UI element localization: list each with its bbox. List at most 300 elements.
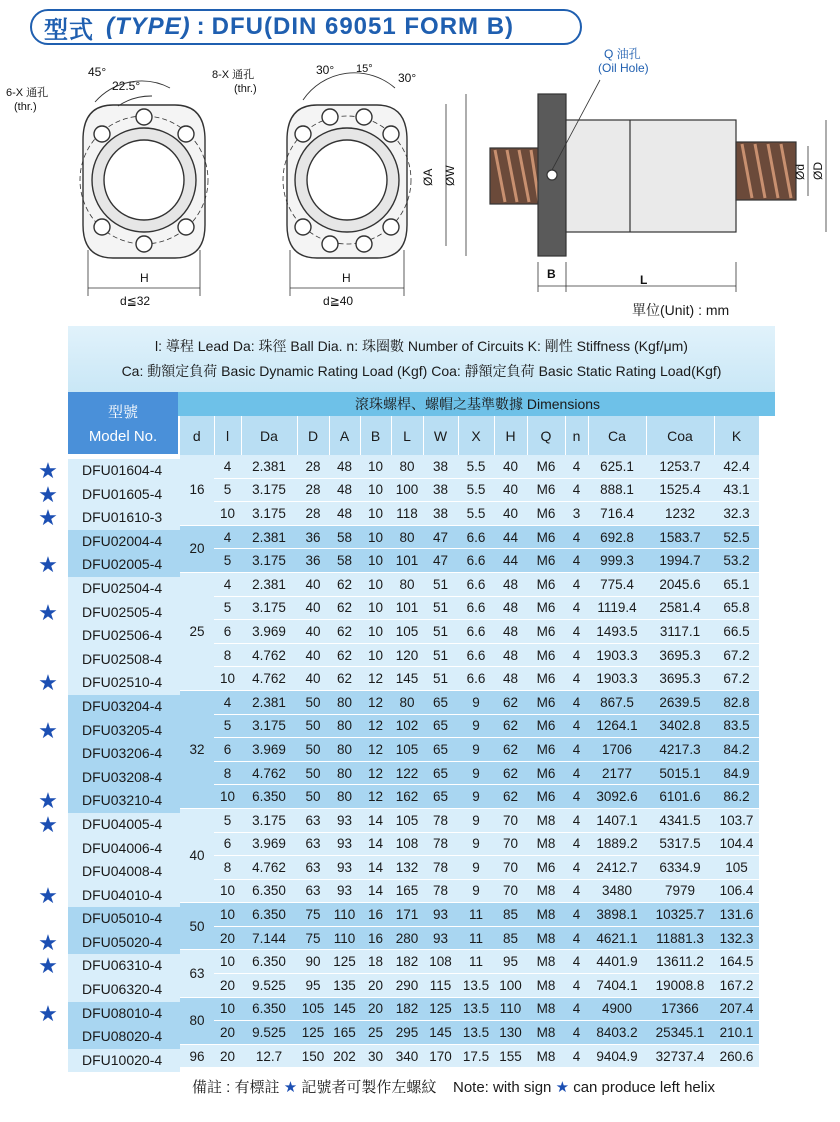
cell-l: 80: [391, 572, 423, 596]
cell-da: 3.969: [241, 738, 297, 762]
cell-w: 65: [423, 761, 458, 785]
star-icon: ★: [38, 929, 58, 955]
cell-n: 4: [565, 808, 588, 832]
cell-l: 6: [214, 832, 241, 856]
cell-x: 9: [458, 879, 494, 903]
star-icon: [33, 1025, 63, 1049]
cell-k: 207.4: [714, 997, 759, 1021]
cell-ca: 1903.3: [588, 667, 646, 691]
cell-ca: 867.5: [588, 690, 646, 714]
cell-ca: 2177: [588, 761, 646, 785]
column-header: d: [180, 416, 214, 455]
cell-n: 4: [565, 761, 588, 785]
cell-x: 11: [458, 903, 494, 927]
left-angle-22: 22.5°: [112, 79, 141, 93]
star-icon: ★: [38, 882, 58, 908]
cell-w: 78: [423, 832, 458, 856]
cell-x: 9: [458, 832, 494, 856]
cell-k: 103.7: [714, 808, 759, 832]
model-cell: DFU01610-3: [68, 506, 180, 530]
cell-w: 115: [423, 974, 458, 998]
cell-x: 13.5: [458, 997, 494, 1021]
cell-a: 93: [329, 879, 360, 903]
cell-w: 108: [423, 950, 458, 974]
cell-ca: 9404.9: [588, 1044, 646, 1068]
legend-line-1: l: 導程 Lead Da: 珠徑 Ball Dia. n: 珠圈數 Number of Circuits K: 剛性 Stiffness (Kgf/μm): [155, 338, 688, 354]
cell-d: 50: [180, 903, 214, 950]
cell-w: 51: [423, 596, 458, 620]
left-h-label: H: [140, 271, 149, 285]
cell-x: 9: [458, 761, 494, 785]
cell-k: 66.5: [714, 620, 759, 644]
cell-a: 62: [329, 596, 360, 620]
cell-d: 75: [297, 903, 329, 927]
cell-a: 110: [329, 903, 360, 927]
cell-d: 63: [297, 856, 329, 880]
cell-h: 62: [494, 785, 527, 809]
table-row: [180, 974, 759, 998]
model-cell: DFU06320-4: [68, 978, 180, 1002]
title-type: (TYPE): [106, 13, 191, 40]
cell-n: 4: [565, 926, 588, 950]
table-row: [180, 596, 759, 620]
cell-da: 3.175: [241, 502, 297, 526]
cell-w: 51: [423, 572, 458, 596]
cell-da: 12.7: [241, 1044, 297, 1068]
cell-l: 120: [391, 643, 423, 667]
cell-d: 63: [297, 879, 329, 903]
cell-b: 14: [360, 808, 391, 832]
cell-k: 132.3: [714, 926, 759, 950]
column-header: Ca: [588, 416, 646, 455]
cell-x: 6.6: [458, 549, 494, 573]
star-icon: ★: [38, 505, 58, 531]
dim-d-small-label: Ød: [793, 163, 807, 180]
cell-k: 65.8: [714, 596, 759, 620]
cell-coa: 3695.3: [646, 667, 714, 691]
cell-k: 164.5: [714, 950, 759, 974]
cell-da: 2.381: [241, 455, 297, 478]
cell-w: 51: [423, 643, 458, 667]
cell-h: 48: [494, 643, 527, 667]
cell-d: 50: [297, 714, 329, 738]
cell-k: 32.3: [714, 502, 759, 526]
cell-ca: 1889.2: [588, 832, 646, 856]
cell-l: 295: [391, 1021, 423, 1045]
page-title: [30, 9, 582, 45]
cell-k: 106.4: [714, 879, 759, 903]
star-icon: [33, 978, 63, 1002]
cell-coa: 4341.5: [646, 808, 714, 832]
cell-ca: 8403.2: [588, 1021, 646, 1045]
cell-coa: 6101.6: [646, 785, 714, 809]
table-row: [180, 502, 759, 526]
cell-k: 65.1: [714, 572, 759, 596]
cell-d: 96: [180, 1044, 214, 1068]
model-header-en: Model No.: [88, 428, 158, 445]
cell-l: 171: [391, 903, 423, 927]
cell-a: 80: [329, 761, 360, 785]
cell-a: 62: [329, 620, 360, 644]
cell-n: 4: [565, 903, 588, 927]
cell-w: 65: [423, 714, 458, 738]
model-cell: DFU08020-4: [68, 1025, 180, 1049]
cell-n: 4: [565, 572, 588, 596]
cell-d: 28: [297, 455, 329, 478]
cell-q: M6: [527, 596, 565, 620]
cell-l: 280: [391, 926, 423, 950]
star-icon: [33, 624, 63, 648]
star-icon: [33, 742, 63, 766]
cell-coa: 10325.7: [646, 903, 714, 927]
cell-l: 8: [214, 643, 241, 667]
cell-d: 50: [297, 690, 329, 714]
cell-da: 6.350: [241, 950, 297, 974]
cell-l: 10: [214, 879, 241, 903]
cell-l: 105: [391, 808, 423, 832]
table-row: [180, 549, 759, 573]
cell-b: 14: [360, 856, 391, 880]
cell-k: 84.9: [714, 761, 759, 785]
model-cell: DFU03210-4: [68, 789, 180, 813]
cell-q: M6: [527, 643, 565, 667]
cell-n: 4: [565, 667, 588, 691]
model-cell: DFU03205-4: [68, 719, 180, 743]
cell-ca: 1119.4: [588, 596, 646, 620]
cell-l: 105: [391, 620, 423, 644]
cell-q: M6: [527, 738, 565, 762]
cell-ca: 3898.1: [588, 903, 646, 927]
cell-w: 65: [423, 785, 458, 809]
mid-angle-30b: 30°: [398, 71, 417, 85]
cell-d: 80: [180, 997, 214, 1044]
cell-x: 6.6: [458, 596, 494, 620]
star-icon: ★: [38, 953, 58, 979]
column-header-row: [180, 416, 759, 455]
cell-d: 40: [297, 596, 329, 620]
cell-n: 4: [565, 997, 588, 1021]
column-header: A: [329, 416, 360, 455]
cell-h: 48: [494, 572, 527, 596]
cell-k: 167.2: [714, 974, 759, 998]
cell-n: 4: [565, 832, 588, 856]
cell-n: 4: [565, 879, 588, 903]
dim-w-label: ØW: [443, 165, 457, 186]
cell-d: 36: [297, 549, 329, 573]
cell-ca: 888.1: [588, 478, 646, 502]
cell-a: 93: [329, 808, 360, 832]
cell-da: 6.350: [241, 785, 297, 809]
note-star-icon-2: ★: [555, 1079, 570, 1096]
left-hole-sub: (thr.): [14, 101, 37, 113]
cell-w: 51: [423, 667, 458, 691]
cell-coa: 1253.7: [646, 455, 714, 478]
cell-ca: 1264.1: [588, 714, 646, 738]
cell-d: 40: [297, 572, 329, 596]
cell-da: 2.381: [241, 525, 297, 549]
cell-x: 6.6: [458, 667, 494, 691]
cell-a: 58: [329, 549, 360, 573]
table-row: [180, 879, 759, 903]
cell-a: 80: [329, 714, 360, 738]
cell-h: 48: [494, 596, 527, 620]
cell-coa: 2045.6: [646, 572, 714, 596]
cell-x: 5.5: [458, 455, 494, 478]
cell-q: M6: [527, 525, 565, 549]
cell-da: 2.381: [241, 690, 297, 714]
cell-h: 100: [494, 974, 527, 998]
flange-front-view-8-hole: [283, 73, 411, 296]
cell-q: M8: [527, 926, 565, 950]
cell-b: 25: [360, 1021, 391, 1045]
table-row: [180, 525, 759, 549]
cell-ca: 1407.1: [588, 808, 646, 832]
cell-ca: 4401.9: [588, 950, 646, 974]
cell-x: 11: [458, 926, 494, 950]
cell-x: 13.5: [458, 974, 494, 998]
cell-coa: 3695.3: [646, 643, 714, 667]
cell-k: 67.2: [714, 643, 759, 667]
cell-ca: 625.1: [588, 455, 646, 478]
cell-x: 9: [458, 785, 494, 809]
cell-b: 10: [360, 596, 391, 620]
model-cell: DFU08010-4: [68, 1002, 180, 1026]
cell-ca: 999.3: [588, 549, 646, 573]
cell-ca: 1493.5: [588, 620, 646, 644]
cell-n: 4: [565, 714, 588, 738]
star-icon: [33, 766, 63, 790]
cell-ca: 3480: [588, 879, 646, 903]
cell-l: 5: [214, 596, 241, 620]
cell-ca: 1706: [588, 738, 646, 762]
left-angle-45: 45°: [88, 65, 107, 79]
cell-h: 48: [494, 667, 527, 691]
column-header: Coa: [646, 416, 714, 455]
cell-h: 62: [494, 738, 527, 762]
cell-coa: 17366: [646, 997, 714, 1021]
cell-h: 85: [494, 926, 527, 950]
model-header-cn: 型號: [107, 404, 138, 421]
cell-n: 4: [565, 549, 588, 573]
cell-l: 145: [391, 667, 423, 691]
model-cell: DFU03206-4: [68, 742, 180, 766]
cell-b: 12: [360, 714, 391, 738]
cell-d: 105: [297, 997, 329, 1021]
cell-l: 6: [214, 620, 241, 644]
cell-d: 63: [297, 808, 329, 832]
cell-x: 6.6: [458, 643, 494, 667]
cell-ca: 716.4: [588, 502, 646, 526]
cell-l: 132: [391, 856, 423, 880]
cell-k: 67.2: [714, 667, 759, 691]
table-row: [180, 926, 759, 950]
cell-x: 5.5: [458, 478, 494, 502]
table-row: [180, 478, 759, 502]
star-icon: [33, 530, 63, 554]
cell-l: 80: [391, 455, 423, 478]
cell-ca: 4900: [588, 997, 646, 1021]
cell-b: 14: [360, 832, 391, 856]
cell-coa: 5015.1: [646, 761, 714, 785]
cell-x: 6.6: [458, 572, 494, 596]
cell-d: 63: [180, 950, 214, 997]
column-header: Da: [241, 416, 297, 455]
cell-h: 62: [494, 761, 527, 785]
column-header: H: [494, 416, 527, 455]
cell-d: 95: [297, 974, 329, 998]
cell-a: 125: [329, 950, 360, 974]
star-icon: ★: [38, 481, 58, 507]
cell-x: 6.6: [458, 620, 494, 644]
cell-a: 62: [329, 643, 360, 667]
cell-n: 3: [565, 502, 588, 526]
cell-coa: 4217.3: [646, 738, 714, 762]
cell-a: 93: [329, 856, 360, 880]
cell-d: 150: [297, 1044, 329, 1068]
star-column: [33, 459, 63, 1072]
cell-k: 43.1: [714, 478, 759, 502]
cell-ca: 3092.6: [588, 785, 646, 809]
cell-d: 40: [297, 620, 329, 644]
cell-a: 93: [329, 832, 360, 856]
model-cell: DFU02005-4: [68, 553, 180, 577]
cell-a: 48: [329, 502, 360, 526]
cell-ca: 7404.1: [588, 974, 646, 998]
cell-w: 47: [423, 525, 458, 549]
cell-l: 10: [214, 502, 241, 526]
star-icon: [33, 648, 63, 672]
cell-l: 165: [391, 879, 423, 903]
mid-h-label: H: [342, 271, 351, 285]
cell-da: 4.762: [241, 643, 297, 667]
cell-d: 75: [297, 926, 329, 950]
cell-ca: 2412.7: [588, 856, 646, 880]
cell-l: 10: [214, 785, 241, 809]
cell-d: 50: [297, 785, 329, 809]
cell-d: 40: [180, 808, 214, 902]
cell-l: 80: [391, 525, 423, 549]
cell-q: M6: [527, 690, 565, 714]
star-icon: ★: [38, 599, 58, 625]
cell-a: 80: [329, 738, 360, 762]
cell-k: 105: [714, 856, 759, 880]
star-icon: ★: [38, 1000, 58, 1026]
model-cell: DFU01605-4: [68, 483, 180, 507]
star-icon: [33, 860, 63, 884]
cell-w: 78: [423, 808, 458, 832]
cell-q: M6: [527, 478, 565, 502]
title-separator: :: [196, 13, 206, 40]
cell-q: M8: [527, 1021, 565, 1045]
cell-q: M6: [527, 785, 565, 809]
cell-w: 125: [423, 997, 458, 1021]
model-cell: DFU02505-4: [68, 601, 180, 625]
cell-l: 182: [391, 950, 423, 974]
title-cn: 型式: [44, 16, 94, 44]
cell-l: 162: [391, 785, 423, 809]
cell-da: 2.381: [241, 572, 297, 596]
flange-front-view-6-hole: [80, 81, 208, 296]
mid-angle-30a: 30°: [316, 63, 335, 77]
cell-h: 130: [494, 1021, 527, 1045]
cell-a: 135: [329, 974, 360, 998]
cell-b: 10: [360, 549, 391, 573]
technical-drawing: [0, 45, 840, 308]
note-en-suffix: can produce left helix: [573, 1079, 715, 1096]
column-header: K: [714, 416, 759, 455]
cell-a: 58: [329, 525, 360, 549]
cell-ca: 775.4: [588, 572, 646, 596]
cell-d: 25: [180, 572, 214, 690]
cell-n: 4: [565, 455, 588, 478]
cell-da: 7.144: [241, 926, 297, 950]
cell-d: 16: [180, 455, 214, 525]
cell-a: 62: [329, 572, 360, 596]
cell-n: 4: [565, 950, 588, 974]
cell-b: 10: [360, 455, 391, 478]
cell-da: 4.762: [241, 667, 297, 691]
cell-d: 36: [297, 525, 329, 549]
cell-coa: 7979: [646, 879, 714, 903]
table-row: [180, 832, 759, 856]
cell-l: 105: [391, 738, 423, 762]
cell-h: 95: [494, 950, 527, 974]
cell-w: 65: [423, 690, 458, 714]
cell-d: 50: [297, 761, 329, 785]
cell-x: 5.5: [458, 502, 494, 526]
cell-coa: 13611.2: [646, 950, 714, 974]
cell-k: 260.6: [714, 1044, 759, 1068]
cell-l: 5: [214, 808, 241, 832]
cell-h: 155: [494, 1044, 527, 1068]
cell-a: 80: [329, 785, 360, 809]
cell-l: 20: [214, 1021, 241, 1045]
cell-d: 50: [297, 738, 329, 762]
cell-b: 12: [360, 761, 391, 785]
note-cn-prefix: 備註 : 有標註: [192, 1079, 280, 1096]
cell-k: 86.2: [714, 785, 759, 809]
cell-n: 4: [565, 643, 588, 667]
cell-coa: 19008.8: [646, 974, 714, 998]
note-star-icon: ★: [283, 1079, 298, 1096]
model-cell: DFU02510-4: [68, 671, 180, 695]
cell-q: M6: [527, 714, 565, 738]
cell-q: M8: [527, 974, 565, 998]
model-cell: DFU04005-4: [68, 813, 180, 837]
cell-b: 10: [360, 478, 391, 502]
table-row: [180, 714, 759, 738]
star-icon: ★: [38, 717, 58, 743]
left-hole-label: 6-X 通孔: [6, 87, 49, 99]
cell-l: 101: [391, 596, 423, 620]
cell-d: 28: [297, 478, 329, 502]
cell-q: M8: [527, 903, 565, 927]
table-row: [180, 572, 759, 596]
model-cell: DFU04006-4: [68, 837, 180, 861]
cell-da: 3.175: [241, 478, 297, 502]
cell-l: 5: [214, 478, 241, 502]
title-model: DFU(DIN 69051 FORM B): [211, 13, 515, 40]
cell-coa: 3402.8: [646, 714, 714, 738]
model-cell: DFU10020-4: [68, 1049, 180, 1073]
cell-coa: 1994.7: [646, 549, 714, 573]
cell-k: 104.4: [714, 832, 759, 856]
cell-l: 4: [214, 525, 241, 549]
cell-b: 12: [360, 738, 391, 762]
cell-q: M6: [527, 856, 565, 880]
cell-da: 4.762: [241, 856, 297, 880]
cell-l: 4: [214, 455, 241, 478]
